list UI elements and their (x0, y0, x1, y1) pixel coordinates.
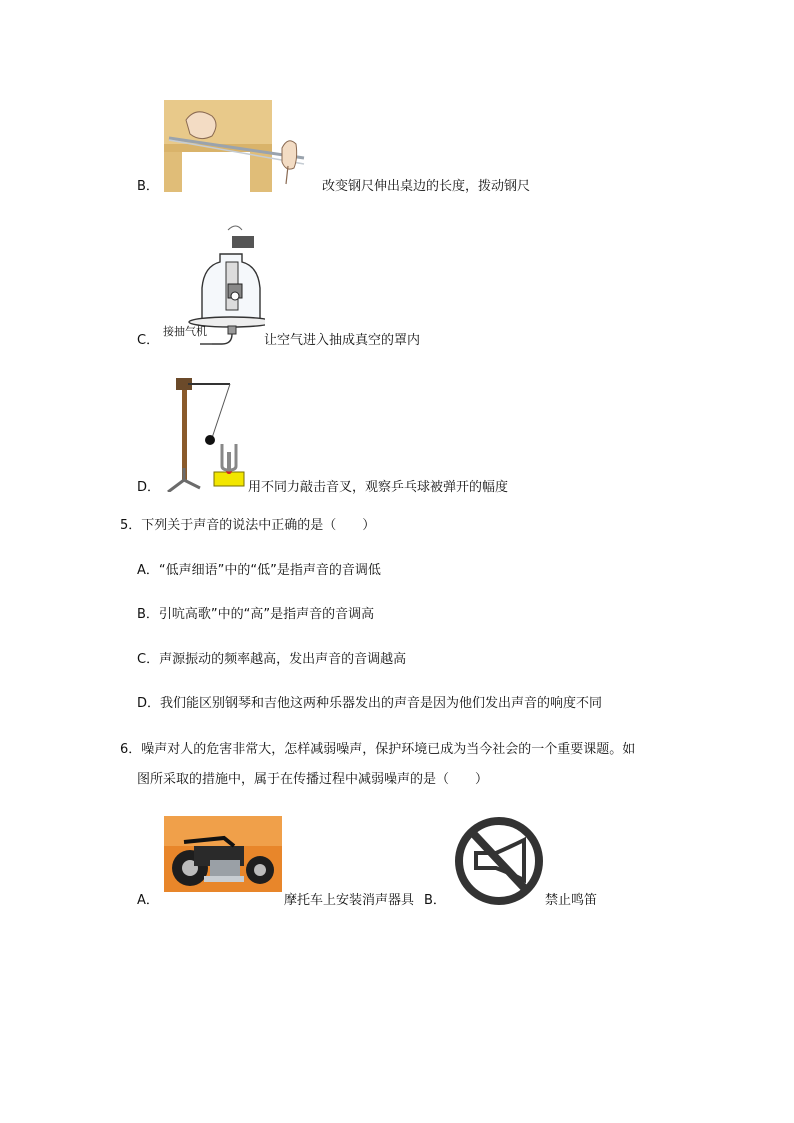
option-letter-c: C． (137, 333, 160, 348)
q6-stem-line2: 图所采取的措施中，属于在传播过程中减弱噪声的是（ ） (137, 772, 489, 787)
q6-option-letter-a: A． (137, 893, 159, 908)
q5-option-c: C．声源振动的频率越高，发出声音的音调越高 (137, 652, 407, 667)
q5-option-d: D．我们能区别钢琴和吉他这两种乐器发出的声音是因为他们发出声音的响度不同 (137, 696, 603, 711)
q6-stem-line1: 6．噪声对人的危害非常大，怎样减弱噪声，保护环境已成为当今社会的一个重要课题。如 (120, 742, 636, 757)
option-letter-b: B． (137, 179, 159, 194)
pump-label: 接抽气机 (163, 325, 207, 338)
q6-option-a-text: 摩托车上安装消声器具 (284, 893, 415, 908)
option-b-text: 改变钢尺伸出桌边的长度，拨动钢尺 (322, 179, 531, 194)
q6-option-letter-b: B． (424, 893, 446, 908)
option-c-text: 让空气进入抽成真空的罩内 (264, 333, 421, 348)
q5-option-a: A．“低声细语”中的“低”是指声音的音调低 (137, 563, 381, 578)
no-horn-sign-icon (452, 816, 546, 906)
steel-ruler-figure (164, 100, 316, 192)
q5-option-b: B．引吭高歌”中的“高”是指声音的音调高 (137, 607, 375, 622)
q6-option-b-text: 禁止鸣笛 (545, 893, 598, 908)
option-letter-d: D． (137, 480, 161, 495)
q5-stem: 5．下列关于声音的说法中正确的是（ ） (120, 518, 376, 533)
motorcycle-figure (164, 816, 282, 892)
option-d-text: 用不同力敲击音叉，观察乒乓球被弹开的幅度 (248, 480, 509, 495)
tuning-fork-figure (164, 372, 248, 492)
